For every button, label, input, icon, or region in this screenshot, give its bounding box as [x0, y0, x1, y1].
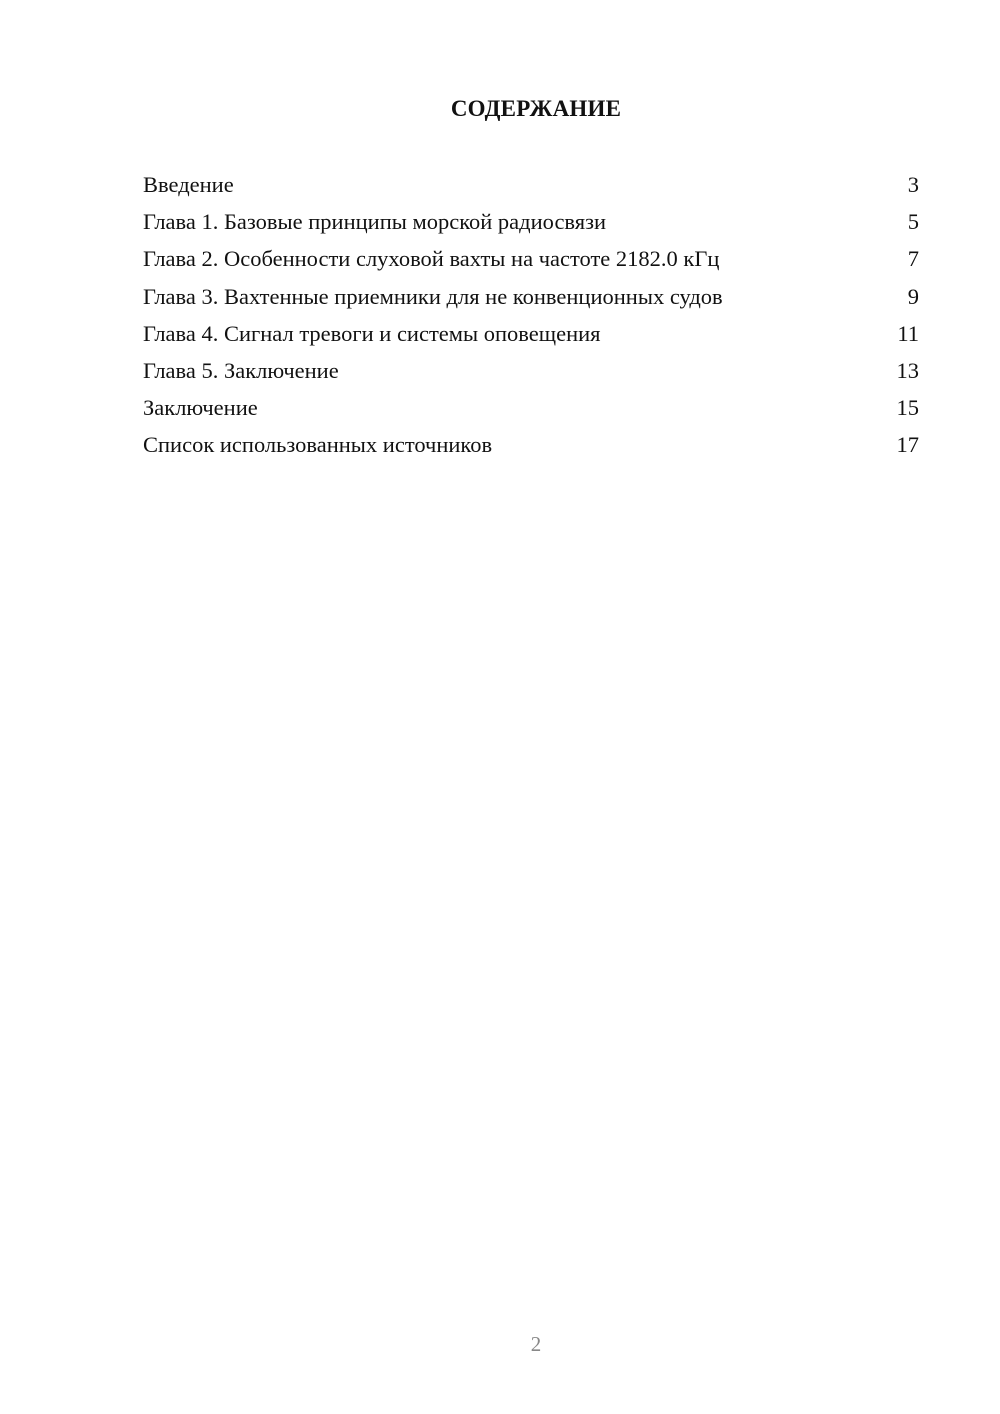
toc-entry-page: 9: [907, 283, 919, 309]
table-of-contents: [143, 168, 919, 466]
toc-entry-label: Глава 1. Базовые принципы морской радиосвязи: [143, 209, 607, 235]
toc-entry: [143, 205, 919, 242]
page-title: СОДЕРЖАНИЕ: [450, 96, 622, 121]
toc-entry-label: Заключение: [143, 395, 258, 421]
toc-entry: [143, 280, 919, 317]
toc-entry: [143, 317, 919, 354]
toc-entry-label: Глава 3. Вахтенные приемники для не конвенционных судов: [143, 283, 723, 309]
toc-entry-page: 7: [907, 246, 919, 272]
toc-entry: [143, 168, 919, 205]
toc-entry-page: 17: [896, 432, 919, 458]
toc-entry-label: Глава 4. Сигнал тревоги и системы оповещения: [143, 320, 601, 346]
toc-entry-label: Глава 5. Заключение: [143, 357, 339, 383]
toc-entry-page: 3: [907, 172, 919, 197]
toc-entry: [143, 242, 919, 279]
toc-entry: [143, 354, 919, 391]
toc-entry-label: Введение: [143, 172, 234, 197]
toc-entry-page: 11: [897, 320, 919, 346]
page-number: 2: [530, 1332, 542, 1356]
toc-entry: [143, 391, 919, 428]
toc-entry-page: 15: [896, 395, 919, 421]
toc-entry-page: 5: [907, 209, 919, 235]
toc-entry-label: Глава 2. Особенности слуховой вахты на частоте 2182.0 кГц: [143, 246, 720, 272]
toc-entry-label: Список использованных источников: [143, 432, 493, 458]
toc-entry-page: 13: [896, 357, 919, 383]
toc-entry: [143, 428, 919, 465]
